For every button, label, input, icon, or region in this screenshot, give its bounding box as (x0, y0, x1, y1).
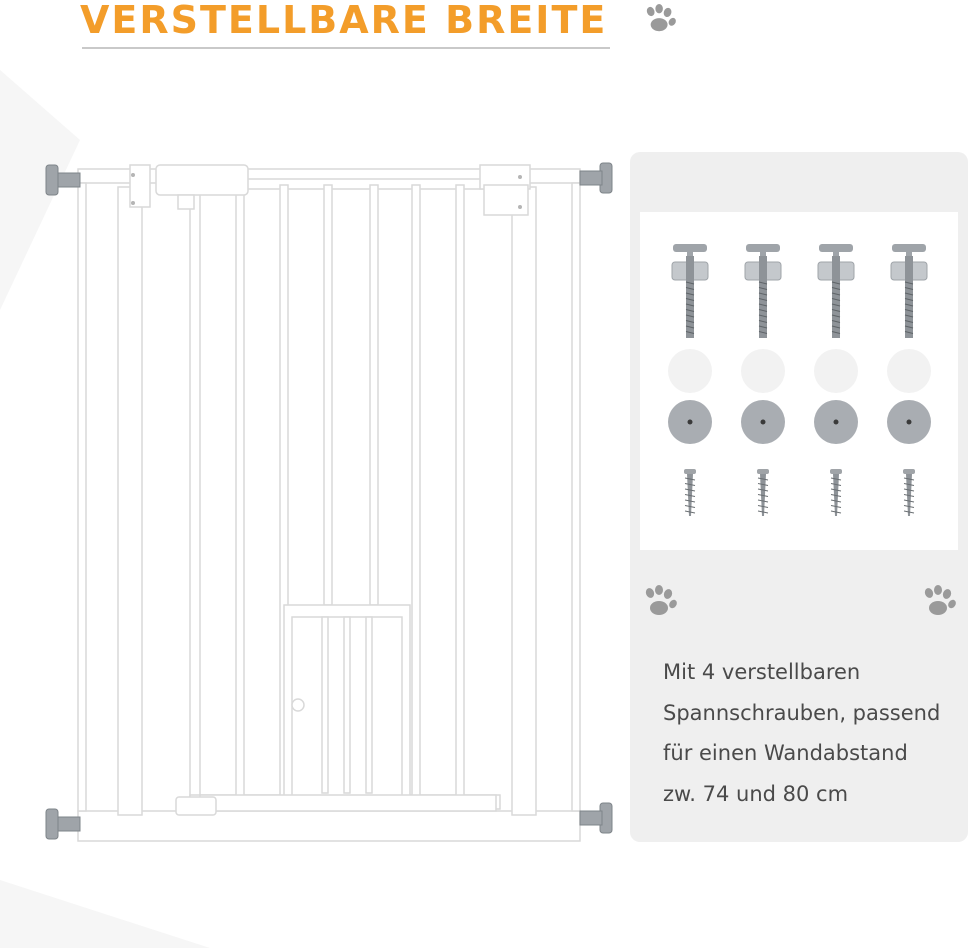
grey-wall-cup-icon (887, 400, 931, 444)
paw-icon (644, 4, 678, 34)
wood-screw-icon (684, 469, 696, 516)
pressure-screw-icon (818, 244, 854, 338)
page-title: VERSTELLBARE BREITE (80, 0, 608, 42)
grey-wall-cup-icon (668, 400, 712, 444)
description-line: zw. 74 und 80 cm (663, 781, 849, 806)
white-cap-icon (741, 349, 785, 393)
description (663, 652, 963, 814)
description-line: Mit 4 verstellbaren (663, 660, 861, 684)
description-line: Spannschrauben, passend (663, 700, 941, 725)
pressure-screw-icon (672, 244, 708, 338)
pressure-screw-icon (891, 244, 927, 338)
grey-wall-cup-icon (741, 400, 785, 444)
white-cap-icon (887, 349, 931, 393)
wood-screw-icon (903, 469, 915, 516)
paw-icon (643, 584, 679, 618)
title-underline (82, 47, 610, 49)
white-cap-icon (668, 349, 712, 393)
paw-icon (922, 584, 958, 618)
white-cap-icon (814, 349, 858, 393)
grey-wall-cup-icon (814, 400, 858, 444)
background-shape-bottom (0, 870, 220, 948)
wood-screw-icon (830, 469, 842, 516)
wood-screw-icon (757, 469, 769, 516)
parts-box (640, 212, 958, 550)
pressure-screw-icon (745, 244, 781, 338)
gate-illustration (40, 155, 620, 855)
description-line: für einen Wandabstand (663, 741, 908, 765)
